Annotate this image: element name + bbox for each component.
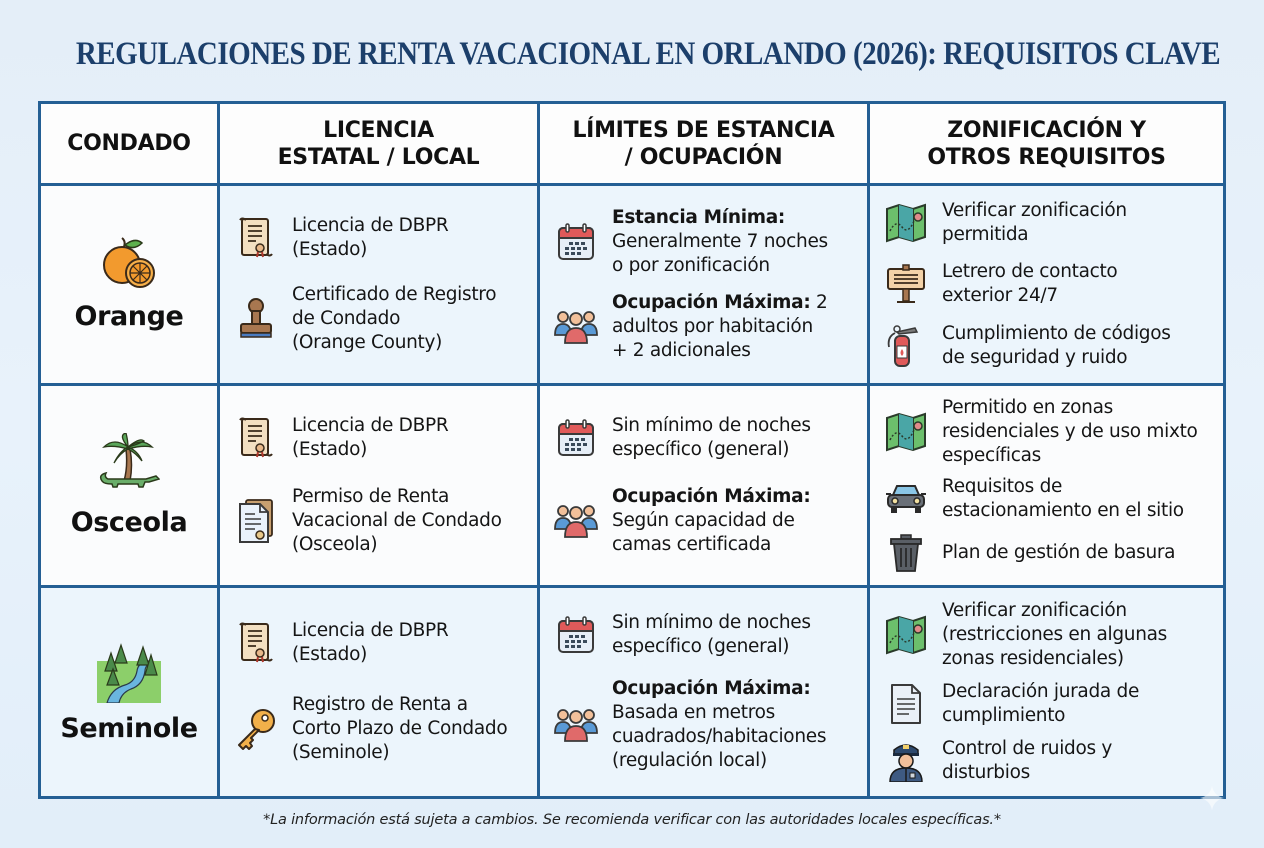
list-item [234, 214, 529, 262]
header-limits [540, 104, 870, 186]
header-zoning-line1: ZONIFICACIÓN Y [947, 117, 1146, 143]
permit-document-icon [234, 499, 278, 543]
county-cell-seminole [41, 588, 220, 796]
item-text: zonas residenciales) [942, 647, 1124, 669]
forest-river-icon [97, 641, 161, 707]
item-text: Plan de gestión de basura [942, 542, 1176, 564]
item-text: (Estado) [292, 439, 368, 461]
item-text: específicas [942, 444, 1041, 466]
key-icon [234, 707, 278, 751]
item-label: Ocupación Máxima: [612, 485, 811, 507]
license-cell-orange [220, 186, 540, 386]
diploma-scroll-icon [234, 216, 278, 260]
item-text: Permitido en zonas [942, 396, 1113, 418]
item-text: Control de ruidos y [942, 738, 1113, 760]
zoning-cell-orange [870, 186, 1223, 386]
item-text: Vacacional de Condado [292, 509, 502, 531]
item-text: adultos por habitación [612, 316, 813, 338]
item-text: (regulación local) [612, 749, 767, 771]
list-item [554, 677, 859, 773]
disclaimer-footer: *La información está sujeta a cambios. Se recomienda verificar con las autoridades locales específicas.* [263, 812, 1001, 828]
list-item [884, 531, 1215, 575]
item-text: (Osceola) [292, 533, 378, 555]
county-cell-orange [41, 186, 220, 386]
list-item [884, 599, 1215, 671]
list-item [884, 680, 1215, 728]
regulations-table [38, 101, 1226, 799]
list-item [554, 611, 859, 659]
item-label: Ocupación Máxima: [612, 292, 811, 314]
header-limits-line2: / OCUPACIÓN [624, 144, 783, 170]
header-license-line1: LICENCIA [323, 117, 434, 143]
item-text: exterior 24/7 [942, 285, 1058, 307]
license-cell-osceola [220, 386, 540, 588]
item-text: cumplimiento [942, 704, 1066, 726]
item-text: residenciales y de uso mixto [942, 420, 1198, 442]
list-item [884, 322, 1215, 370]
header-license-line2: ESTATAL / LOCAL [277, 144, 480, 170]
header-county [41, 104, 220, 186]
list-item [234, 283, 529, 355]
item-text: Verificar zonificación [942, 599, 1127, 621]
county-name: Seminole [60, 712, 198, 744]
list-item [234, 619, 529, 667]
item-text: Permiso de Renta [292, 485, 450, 507]
item-text: (restricciones en algunas [942, 623, 1167, 645]
palm-tree-alligator-icon [98, 433, 160, 501]
item-text: estacionamiento en el sitio [942, 500, 1184, 522]
calendar-icon [554, 613, 598, 657]
header-license [220, 104, 540, 186]
item-text: Requisitos de [942, 476, 1063, 498]
header-zoning-line2: OTROS REQUISITOS [927, 144, 1166, 170]
county-cell-osceola [41, 386, 220, 588]
zoning-cell-seminole [870, 588, 1223, 796]
item-text: Según capacidad de [612, 509, 795, 531]
map-icon [884, 201, 928, 245]
item-text: Declaración jurada de [942, 680, 1140, 702]
document-icon [884, 682, 928, 726]
item-text: Sin mínimo de noches [612, 612, 811, 634]
item-text: (Estado) [292, 644, 368, 666]
list-item [554, 206, 859, 278]
item-text: Certificado de Registro [292, 284, 497, 306]
county-name: Osceola [70, 507, 188, 538]
police-officer-icon [884, 739, 928, 783]
limits-cell-seminole [540, 588, 870, 796]
item-text: Corto Plazo de Condado [292, 717, 508, 739]
item-text: específico (general) [612, 439, 790, 461]
item-text: Verificar zonificación [942, 199, 1127, 221]
item-text: específico (general) [612, 636, 790, 658]
item-text: Generalmente 7 noches [612, 230, 828, 252]
item-text: Sin mínimo de noches [612, 415, 811, 437]
item-text: Licencia de DBPR [292, 620, 449, 642]
diploma-scroll-icon [234, 416, 278, 460]
list-item [554, 291, 859, 363]
header-zoning [870, 104, 1223, 186]
car-icon [884, 477, 928, 521]
item-text: Registro de Renta a [292, 693, 468, 715]
list-item [884, 396, 1215, 468]
orange-fruit-icon [98, 237, 160, 295]
item-text: camas certificada [612, 533, 772, 555]
item-text: + 2 adicionales [612, 340, 751, 362]
list-item [554, 414, 859, 462]
calendar-icon [554, 416, 598, 460]
fire-extinguisher-icon [884, 324, 928, 368]
map-icon [884, 613, 928, 657]
item-text: Letrero de contacto [942, 261, 1118, 283]
list-item [884, 475, 1215, 523]
list-item [234, 414, 529, 462]
trash-can-icon [884, 531, 928, 575]
item-text: de Condado [292, 308, 401, 330]
map-icon [884, 410, 928, 454]
calendar-icon [554, 220, 598, 264]
item-text: cuadrados/habitaciones [612, 725, 827, 747]
item-label: Ocupación Máxima: [612, 677, 811, 699]
limits-cell-orange [540, 186, 870, 386]
page-title: REGULACIONES DE RENTA VACACIONAL EN ORLANDO (2026): REQUISITOS CLAVE [75, 36, 1221, 72]
item-text: 2 [810, 292, 828, 314]
people-group-icon [554, 305, 598, 349]
list-item [554, 485, 859, 557]
item-label: Estancia Mínima: [612, 206, 786, 228]
list-item [884, 199, 1215, 247]
list-item [884, 260, 1215, 308]
list-item [234, 485, 529, 557]
item-text: o por zonificación [612, 254, 770, 276]
sign-board-icon [884, 262, 928, 306]
item-text: de seguridad y ruido [942, 347, 1128, 369]
item-text: (Orange County) [292, 332, 443, 354]
item-text: Cumplimiento de códigos [942, 323, 1171, 345]
limits-cell-osceola [540, 386, 870, 588]
county-name: Orange [74, 301, 184, 332]
item-text: permitida [942, 223, 1029, 245]
sparkle-icon [1200, 786, 1224, 810]
people-group-icon [554, 703, 598, 747]
item-text: disturbios [942, 762, 1030, 784]
header-county-label: CONDADO [67, 131, 191, 156]
item-text: Licencia de DBPR [292, 214, 449, 236]
license-cell-seminole [220, 588, 540, 796]
item-text: (Estado) [292, 238, 368, 260]
header-limits-line1: LÍMITES DE ESTANCIA [572, 117, 835, 143]
list-item [234, 693, 529, 765]
item-text: Licencia de DBPR [292, 415, 449, 437]
item-text: (Seminole) [292, 741, 390, 763]
zoning-cell-osceola [870, 386, 1223, 588]
list-item [884, 737, 1215, 785]
rubber-stamp-icon [234, 297, 278, 341]
item-text: Basada en metros [612, 701, 775, 723]
diploma-scroll-icon [234, 621, 278, 665]
people-group-icon [554, 499, 598, 543]
